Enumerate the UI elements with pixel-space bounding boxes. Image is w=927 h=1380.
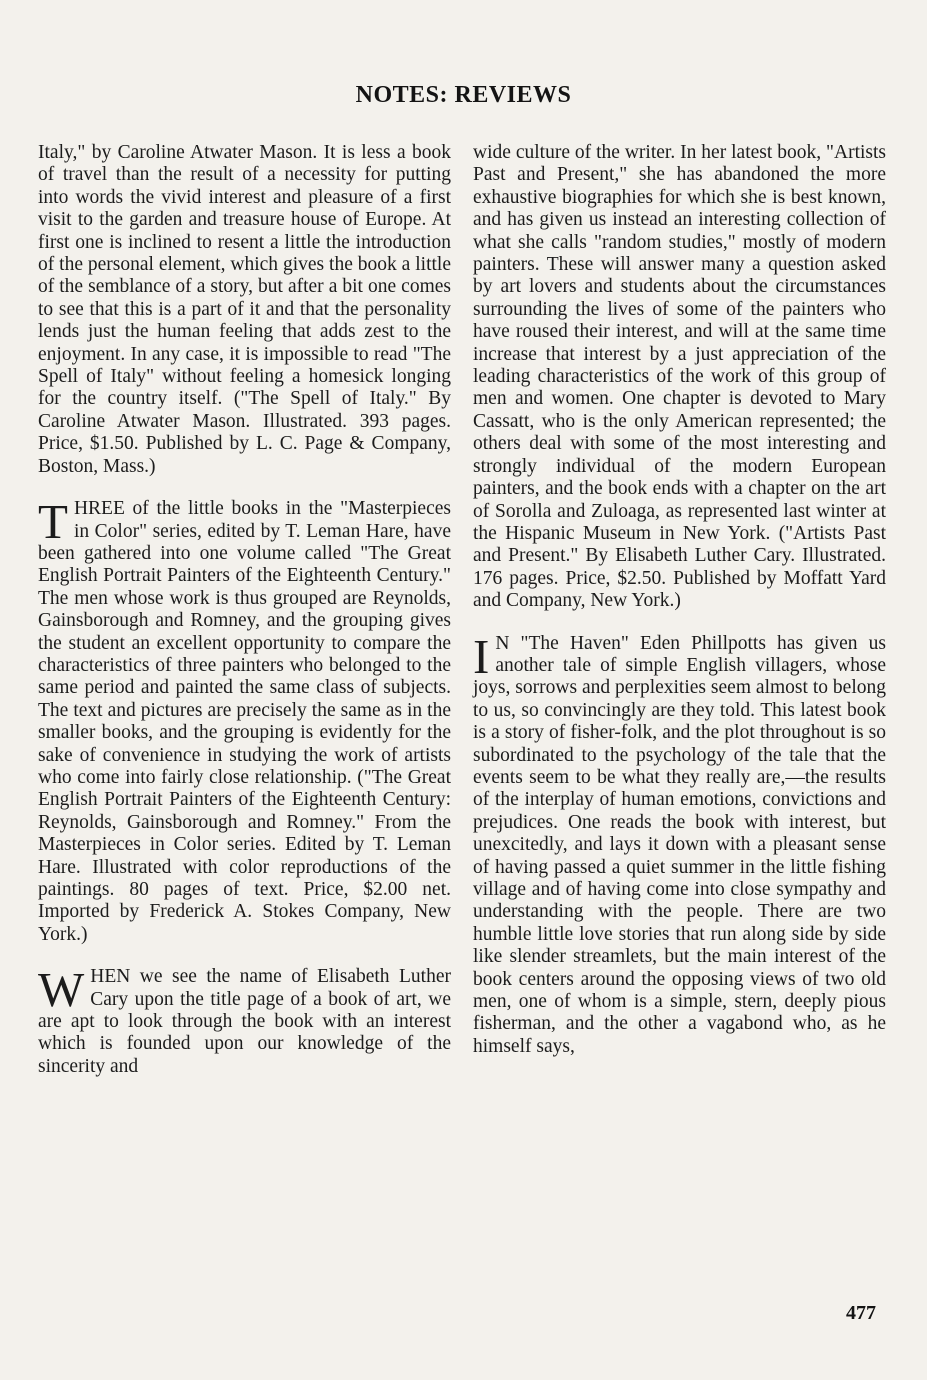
drop-cap: I <box>473 628 490 684</box>
page-header: NOTES: REVIEWS <box>355 82 572 108</box>
review-artists-past-and-present-continued: wide culture of the writer. In her latest book, "Artists Past and Present," she has abandoned the more exhaustive biographies for which she is best known, and has given us instead an interesting collection of what she calls "random studies," mostly of modern painters. These will answer many a question asked by art lovers and students about the circumstances surrounding the lives of some of the painters who have roused their interest, and will at the same time increase that interest by a just appreciation of the leading characteristics of the work of this group of men and women. One chapter is devoted to Mary Cassatt, who is the only American represented; the others deal with some of the most interesting and strongly individual of the modern European painters, and the book ends with a chapter on the art of Sorolla and Zuloaga, as represented last winter at the Hispanic Museum in New York. ("Artists Past and Present." By Elisabeth Luther Cary. Illustrated. 176 pages. Price, $2.50. Published by Moffatt Yard and Company, New York.) <box>473 142 886 612</box>
page-number: 477 <box>846 1302 876 1324</box>
right-column <box>473 142 886 1058</box>
drop-cap: T <box>38 494 68 550</box>
review-great-english-portrait-painters <box>38 494 451 946</box>
review-spell-of-italy-continued: Italy," by Caroline Atwater Mason. It is less a book of travel than the result of a necessity for putting into words the vivid interest and pleasure of a first visit to the garden and treasure house of Europe. At first one is inclined to resent a little the introduction of the personal element, which gives the book a little of the semblance of a story, but after a bit one comes to see that this is a part of it and that the personality lends just the human feeling that adds zest to the enjoyment. In any case, it is impossible to read "The Spell of Italy" without feeling a homesick longing for the country itself. ("The Spell of Italy." By Caroline Atwater Mason. Illustrated. 393 pages. Price, $1.50. Published by L. C. Page & Company, Boston, Mass.) <box>38 142 451 477</box>
review-body: N "The Haven" Eden Phillpotts has given us another tale of simple English villagers, whose joys, sorrows and perplexities seem almost to belong to us, so convincingly are they told. This latest book is a story of fisher-folk, and the plot throughout is so subordinated to the psychology of the tale that the events seem to be what they really are,—the results of the interplay of human emotions, convictions and prejudices. One reads the book with interest, but unexcitedly, and lays it down with a pleasant sense of having passed a quiet summer in the little fishing village and of having come into close sympathy and understanding with the people. There are two humble little love stories that run along side by side like slender streamlets, but the main interest of the book centers around the opposing views of two old men, one of whom is a simple, stern, deeply pious fisherman, and the other a vagabond who, as he himself says, <box>473 632 886 1057</box>
left-column <box>38 142 451 1078</box>
review-body: HREE of the little books in the "Masterpieces in Color" series, edited by T. Leman Hare, have been gathered into one volume called "The Great English Portrait Painters of the Eighteenth Century." The men whose work is thus grouped are Reynolds, Gainsborough and Romney, and the grouping gives the student an excellent opportunity to compare the characteristics of three painters who belonged to the same period and painted the same class of subjects. The text and pictures are precisely the same as in the smaller books, and the grouping is evidently for the sake of convenience in studying the work of artists who come into fairly close relationship. ("The Great English Portrait Painters of the Eighteenth Century: Reynolds, Gainsborough and Romney." From the Masterpieces in Color series. Edited by T. Leman Hare. Illustrated with color reproductions of the paintings. 80 pages of text. Price, $2.00 net. Imported by Frederick A. Stokes Company, New York.) <box>38 498 451 945</box>
drop-cap: W <box>38 962 85 1018</box>
review-the-haven <box>473 628 886 1059</box>
review-artists-past-and-present-intro <box>38 962 451 1078</box>
review-body: HEN we see the name of Elisabeth Luther Cary upon the title page of a book of art, we are apt to look through the book with an interest which is founded upon our knowledge of the sincerity and <box>38 966 451 1077</box>
